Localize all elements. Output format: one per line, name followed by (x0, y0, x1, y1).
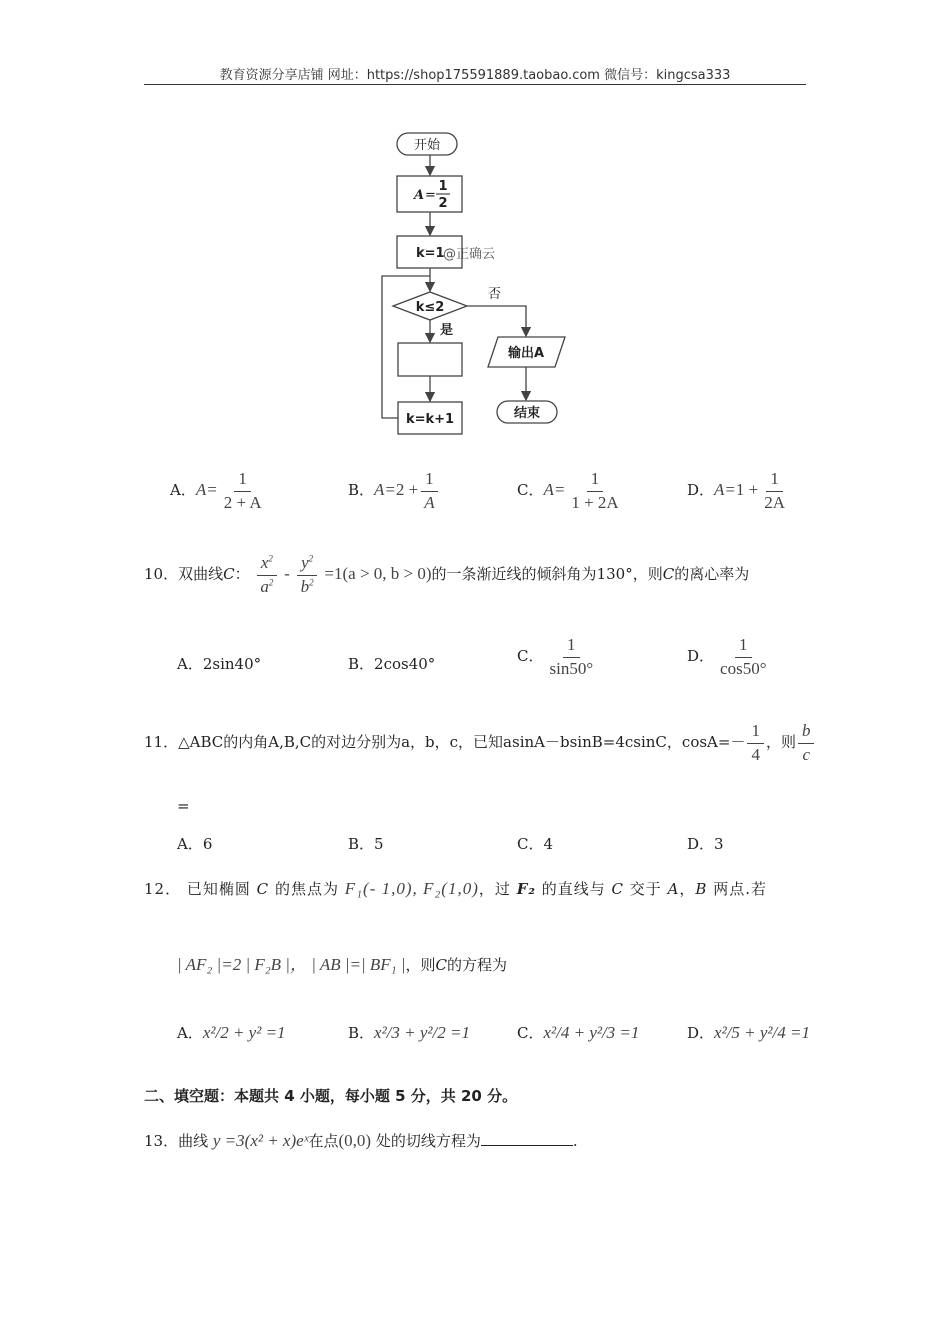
q11-stem: 11．△ABC的内角A,B,C的对边分别为a，b，c，已知asinA－bsinB=4csinC，cosA=－ $\frac{1}{4}$ ，则 $\frac{b}{c}$ (144, 722, 816, 764)
q11-option-b[interactable]: B．5 (348, 835, 384, 853)
condition-label: k≤2 (415, 300, 445, 315)
q10-option-b[interactable]: B．2cos40° (348, 655, 436, 673)
output-label: 输出A (507, 346, 545, 361)
q10-option-c[interactable]: C． $\frac{1}{\sin 50^\circ}$ (517, 635, 594, 678)
q12-stem-line2: | AF₂ |=2 | F₂B |， | AB |=| BF₁ |，则C的方程为 (177, 955, 508, 974)
body-node (398, 343, 462, 376)
q12-option-c[interactable]: C．x²/4 + y²/3 =1 (517, 1023, 640, 1042)
assign-a-lhs: A (414, 188, 425, 203)
watermark: @正确云 (443, 247, 496, 262)
start-label: 开始 (413, 138, 441, 153)
q9-option-b[interactable]: B．A=2 + $\frac{1}{A}$ (348, 470, 441, 512)
section-2-title: 二、填空题：本题共 4 小题，每小题 5 分，共 20 分。 (144, 1087, 518, 1105)
q9-option-c[interactable]: C．A= $\frac{1}{1 + 2A}$ (517, 469, 619, 512)
q12-option-b[interactable]: B．x²/3 + y²/2 =1 (348, 1023, 470, 1042)
q11-option-c[interactable]: C．4 (517, 835, 554, 853)
q11-option-a[interactable]: A．6 (177, 835, 213, 853)
q9-option-a[interactable]: A．A= $\frac{1}{2 + A}$ (170, 469, 262, 512)
flowchart (370, 125, 610, 440)
q13-stem: 13．曲线 y =3(x² + x)eˣ在点(0,0) 处的切线方程为 . (144, 1131, 578, 1150)
q11-equals: = (177, 797, 190, 815)
q12-option-a[interactable]: A．x²/2 + y² =1 (177, 1023, 286, 1042)
q12-stem-line1: 12． 已知椭圆 C 的焦点为 F₁(- 1,0), F₂(1,0)，过 F₂ 的直线与 C 交于 A，B 两点.若 (144, 879, 768, 898)
end-label: 结束 (513, 406, 541, 421)
assign-a-num: 1 (438, 179, 448, 194)
q10-stem: 10．双曲线C： $\frac{x^2}{a^2}$ - $\frac{y^2}{b^2}$ =1(a > 0, b > 0)的一条渐近线的倾斜角为130°，则C的离心率为 (144, 553, 750, 596)
no-label: 否 (488, 287, 502, 302)
assign-k-label: k=1 (416, 246, 445, 261)
yes-label: 是 (440, 323, 454, 338)
q10-option-d[interactable]: D． $\frac{1}{\cos 50^\circ}$ (687, 635, 767, 678)
answer-blank[interactable] (481, 1144, 573, 1146)
q10-option-a[interactable]: A．2sin40° (177, 655, 262, 673)
assign-a-eq: = (425, 188, 436, 203)
increment-label: k=k+1 (405, 412, 455, 427)
assign-a-den: 2 (438, 196, 448, 211)
q12-option-d[interactable]: D．x²/5 + y²/4 =1 (687, 1023, 810, 1042)
q9-option-d[interactable]: D．A=1 + $\frac{1}{2A}$ (687, 469, 786, 512)
header-divider (144, 84, 806, 85)
q11-option-d[interactable]: D．3 (687, 835, 724, 853)
page-header: 教育资源分享店铺 网址：https://shop175591889.taobao.com 微信号：kingcsa333 (219, 68, 731, 83)
